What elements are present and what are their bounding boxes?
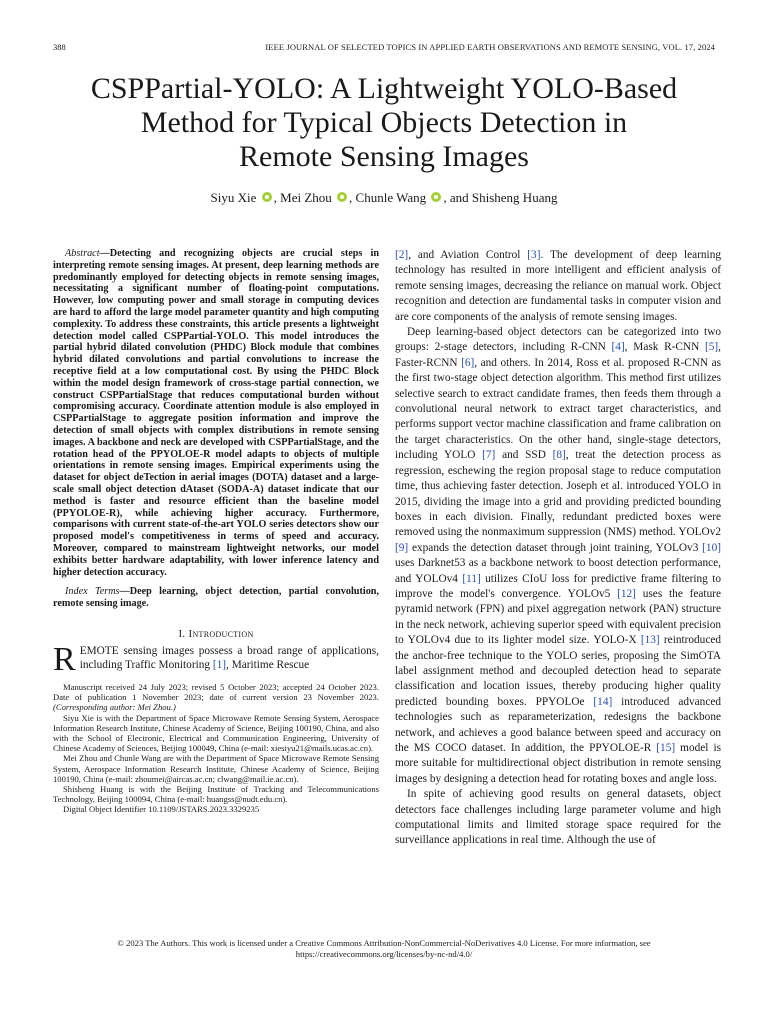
- citation-link[interactable]: [7]: [482, 449, 496, 462]
- citation-link[interactable]: [4]: [611, 341, 625, 354]
- index-terms-label: Index Terms: [65, 586, 120, 598]
- orcid-icon[interactable]: [337, 192, 347, 202]
- paper-title: [53, 72, 715, 174]
- footnote-affiliation: Shisheng Huang is with the Beijing Institute of Tracking and Telecommunications Technology, Beijing 100094, China (e-mail: huangss@nudt.edu.cn).: [53, 783, 379, 805]
- author-name: , Mei Zhou: [273, 190, 332, 205]
- footnote-doi: Digital Object Identifier 10.1109/JSTARS.2023.3329235: [63, 804, 260, 815]
- index-terms: [53, 586, 379, 610]
- license-text: © 2023 The Authors. This work is licensed under a Creative Commons Attribution-NonCommercial-NoDerivatives 4.0 License. For more information, see: [117, 938, 651, 948]
- abstract-text: —Detecting and recognizing objects are crucial steps in interpreting remote sensing images. At present, deep learning methods are predominantly employed for detecting objects in remote sensing images, necessitating a significant number of floating-point computations. However, low computing power and small storage in computing devices are hard to afford the large model parameter quantity and high computing complexity. To address these constraints, this article presents a lightweight detection model called CSPPartial-YOLO. This model introduces the partial hybrid dilated convolution (PHDC) Block module that combines hybrid dilated convolutions and partial convolutions to increase the receptive field at a low computational cost. By using the PHDC Block within the model design framework of cross-stage partial connection, we construct CSPPartialStage that reduces computational burden without compromising accuracy. Coordinate attention module is also employed in CSPPartialStage to aggregate position information and improve the detection of small objects with complex distributions in remote sensing images. A backbone and neck are developed with CSPPartialStage, and the rotation head of the PPYOLOE-R model adapts to objects of multiple orientations in remote sensing images. Empirical experiments using the dataset for object deTection in aerial images (DOTA) dataset and a large-scale small object detection dAtaset (SODA-A) dataset indicate that our method is faster and resource efficient than the baseline model (PPYOLOE-R), while achieving higher accuracy. Furthermore, comparisons with current state-of-the-art YOLO series detectors show our proposed model's competitiveness in terms of speed and accuracy. Moreover, compared to mainstream lightweight networks, our model exhibits better hardware adaptability, with lower inference latency and higher detection accuracy.: [53, 248, 379, 578]
- citation-link[interactable]: [12]: [617, 587, 636, 600]
- intro-paragraph: [53, 640, 379, 678]
- abstract-label: Abstract: [65, 248, 100, 259]
- journal-header: IEEE JOURNAL OF SELECTED TOPICS IN APPLIED EARTH OBSERVATIONS AND REMOTE SENSING, VOL. 17, 2024: [265, 42, 715, 52]
- license-link[interactable]: https://creativecommons.org/licenses/by-nc-nd/4.0/: [295, 949, 473, 959]
- abstract: [53, 248, 379, 578]
- left-column: [53, 248, 379, 815]
- orcid-icon[interactable]: [431, 192, 441, 202]
- page-number: 388: [53, 42, 66, 52]
- index-terms-text: —Deep learning, object detection, partial convolution, remote sensing image.: [53, 586, 380, 610]
- citation-link[interactable]: [10]: [702, 541, 721, 554]
- citation-link[interactable]: [6]: [461, 356, 475, 369]
- author-name: , Chunle Wang: [349, 190, 427, 205]
- citation-link[interactable]: [9]: [395, 541, 409, 554]
- citation-link[interactable]: [14]: [593, 695, 613, 708]
- title-line-2: Method for Typical Objects Detection in: [140, 106, 628, 139]
- citation-link[interactable]: [5]: [704, 341, 719, 354]
- citation-link[interactable]: [2]: [395, 249, 409, 261]
- citation-link[interactable]: [15]: [656, 742, 676, 754]
- footnote-affiliation: Siyu Xie is with the Department of Space Microwave Remote Sensing System, Aerospace Information Research Institute, Chinese Academy of Science, Beijing 100190, China, and also with the School of Electronic, Electrical and Communication Engineering, University of Chinese Academy of Sciences, Beijing 100049, China (e-mail: xiesiyu21@mails.ucas.ac.cn).: [53, 712, 379, 754]
- title-line-3: Remote Sensing Images: [239, 140, 529, 173]
- body-paragraph: Deep learning-based object detectors can be categorized into two groups: 2-stage detectors, including R-CNN [4], Mask R-CNN [5], Faster-RCNN [6], and others. In 2014, Ross et al. proposed R-CNN as the first two-stage object detection algorithm. This method first utilizes selective search to extract candidate frames, then feeds them through a convolutional neural network to extract target characteristics, and performs support vector machine classification and frame calibration on the target characteristics. On the other hand, single-stage detectors, including YOLO [7] and SSD [8], treat the detection process as regression, eschewing the region proposal stage to reduce computation time, thus achieving faster detection. Joseph et al. introduced YOLO in 2015, dividing the image into a grid and providing predicted bounding boxes in each division. Finally, redundant predicted boxes were removed using the nonmaximum suppression (NMS) method. YOLOv2 [9] expands the detection dataset through joint training, YOLOv3 [10] uses Darknet53 as a backbone network to boost detection performance, and YOLOv4 [11] utilizes CIoU loss for predictive frame filtering to improve the model's convergence. YOLOv5 [12] uses the feature pyramid network (FPN) and pixel aggregation network (PAN) structure in the neck network, achieving superior speed with equivalent precision to YOLOv4 due to its lighter model size. YOLO-X [13] reintroduced the anchor-free technique to the YOLO series, proposing the SimOTA label assignment method and decoupled detection head to separate classification and location issues, thereby producing higher quality predicted bounding boxes. PPYOLOe [14] introduced advanced technologies such as reparameterization, redesigns the backbone network, and achieves a good balance between speed and accuracy on the MS COCO dataset. In addition, the PPYOLOE-R [15] model is more suitable for multidirectional object distribution in remote sensing images by designing a detection head for rotating boxes and angle loss.: [395, 326, 722, 785]
- body-paragraph: [2], and Aviation Control [3]. The development of deep learning technology has resulted in more intelligent and efficient analysis of remote sensing images, decreasing the reliance on manual work. Object recognition and detection are fundamental tasks in computer vision and are core components of the analysis of remote sensing images.: [395, 249, 721, 323]
- corresponding-author: (Corresponding author: Mei Zhou.): [53, 702, 176, 713]
- author-name: Siyu Xie: [210, 190, 257, 205]
- right-column: [395, 248, 721, 849]
- citation-link[interactable]: [3]: [527, 249, 541, 261]
- orcid-icon[interactable]: [262, 192, 272, 202]
- citation-link[interactable]: [11]: [462, 572, 481, 585]
- author-name: , and Shisheng Huang: [443, 190, 558, 205]
- intro-text: , Maritime Rescue: [226, 658, 310, 671]
- license-notice: [53, 938, 715, 960]
- footnotes: [53, 682, 379, 815]
- section-heading: I. Introduction: [178, 627, 254, 640]
- body-paragraph: In spite of achieving good results on general datasets, object detectors face challenges including large parameter volume and high computational limits and limited storage space required for the surveillance applications in real time. Although the use of: [395, 788, 721, 847]
- footnote-affiliation: Mei Zhou and Chunle Wang are with the Department of Space Microwave Remote Sensing System, Aerospace Information Research Institute, Chinese Academy of Science, Beijing 100190, China (e-mail: zhoumei@aircas.ac.cn; clwang@mail.ie.ac.cn).: [53, 753, 379, 784]
- footnote-manuscript: Manuscript received 24 July 2023; revised 5 October 2023; accepted 24 October 2023. Date of publication 1 November 2023; date of current version 23 November 2023. (Corresponding author: Mei Zhou.): [53, 681, 379, 713]
- intro-text: EMOTE sensing images possess a broad range of applications, including Traffic Monitoring: [79, 644, 379, 671]
- citation-link[interactable]: [13]: [640, 634, 660, 647]
- title-line-1: CSPPartial-YOLO: A Lightweight YOLO-Based: [90, 72, 678, 105]
- author-list: [53, 190, 715, 206]
- citation-link[interactable]: [1]: [212, 658, 227, 671]
- citation-link[interactable]: [8]: [552, 449, 566, 462]
- drop-cap: R: [53, 640, 76, 678]
